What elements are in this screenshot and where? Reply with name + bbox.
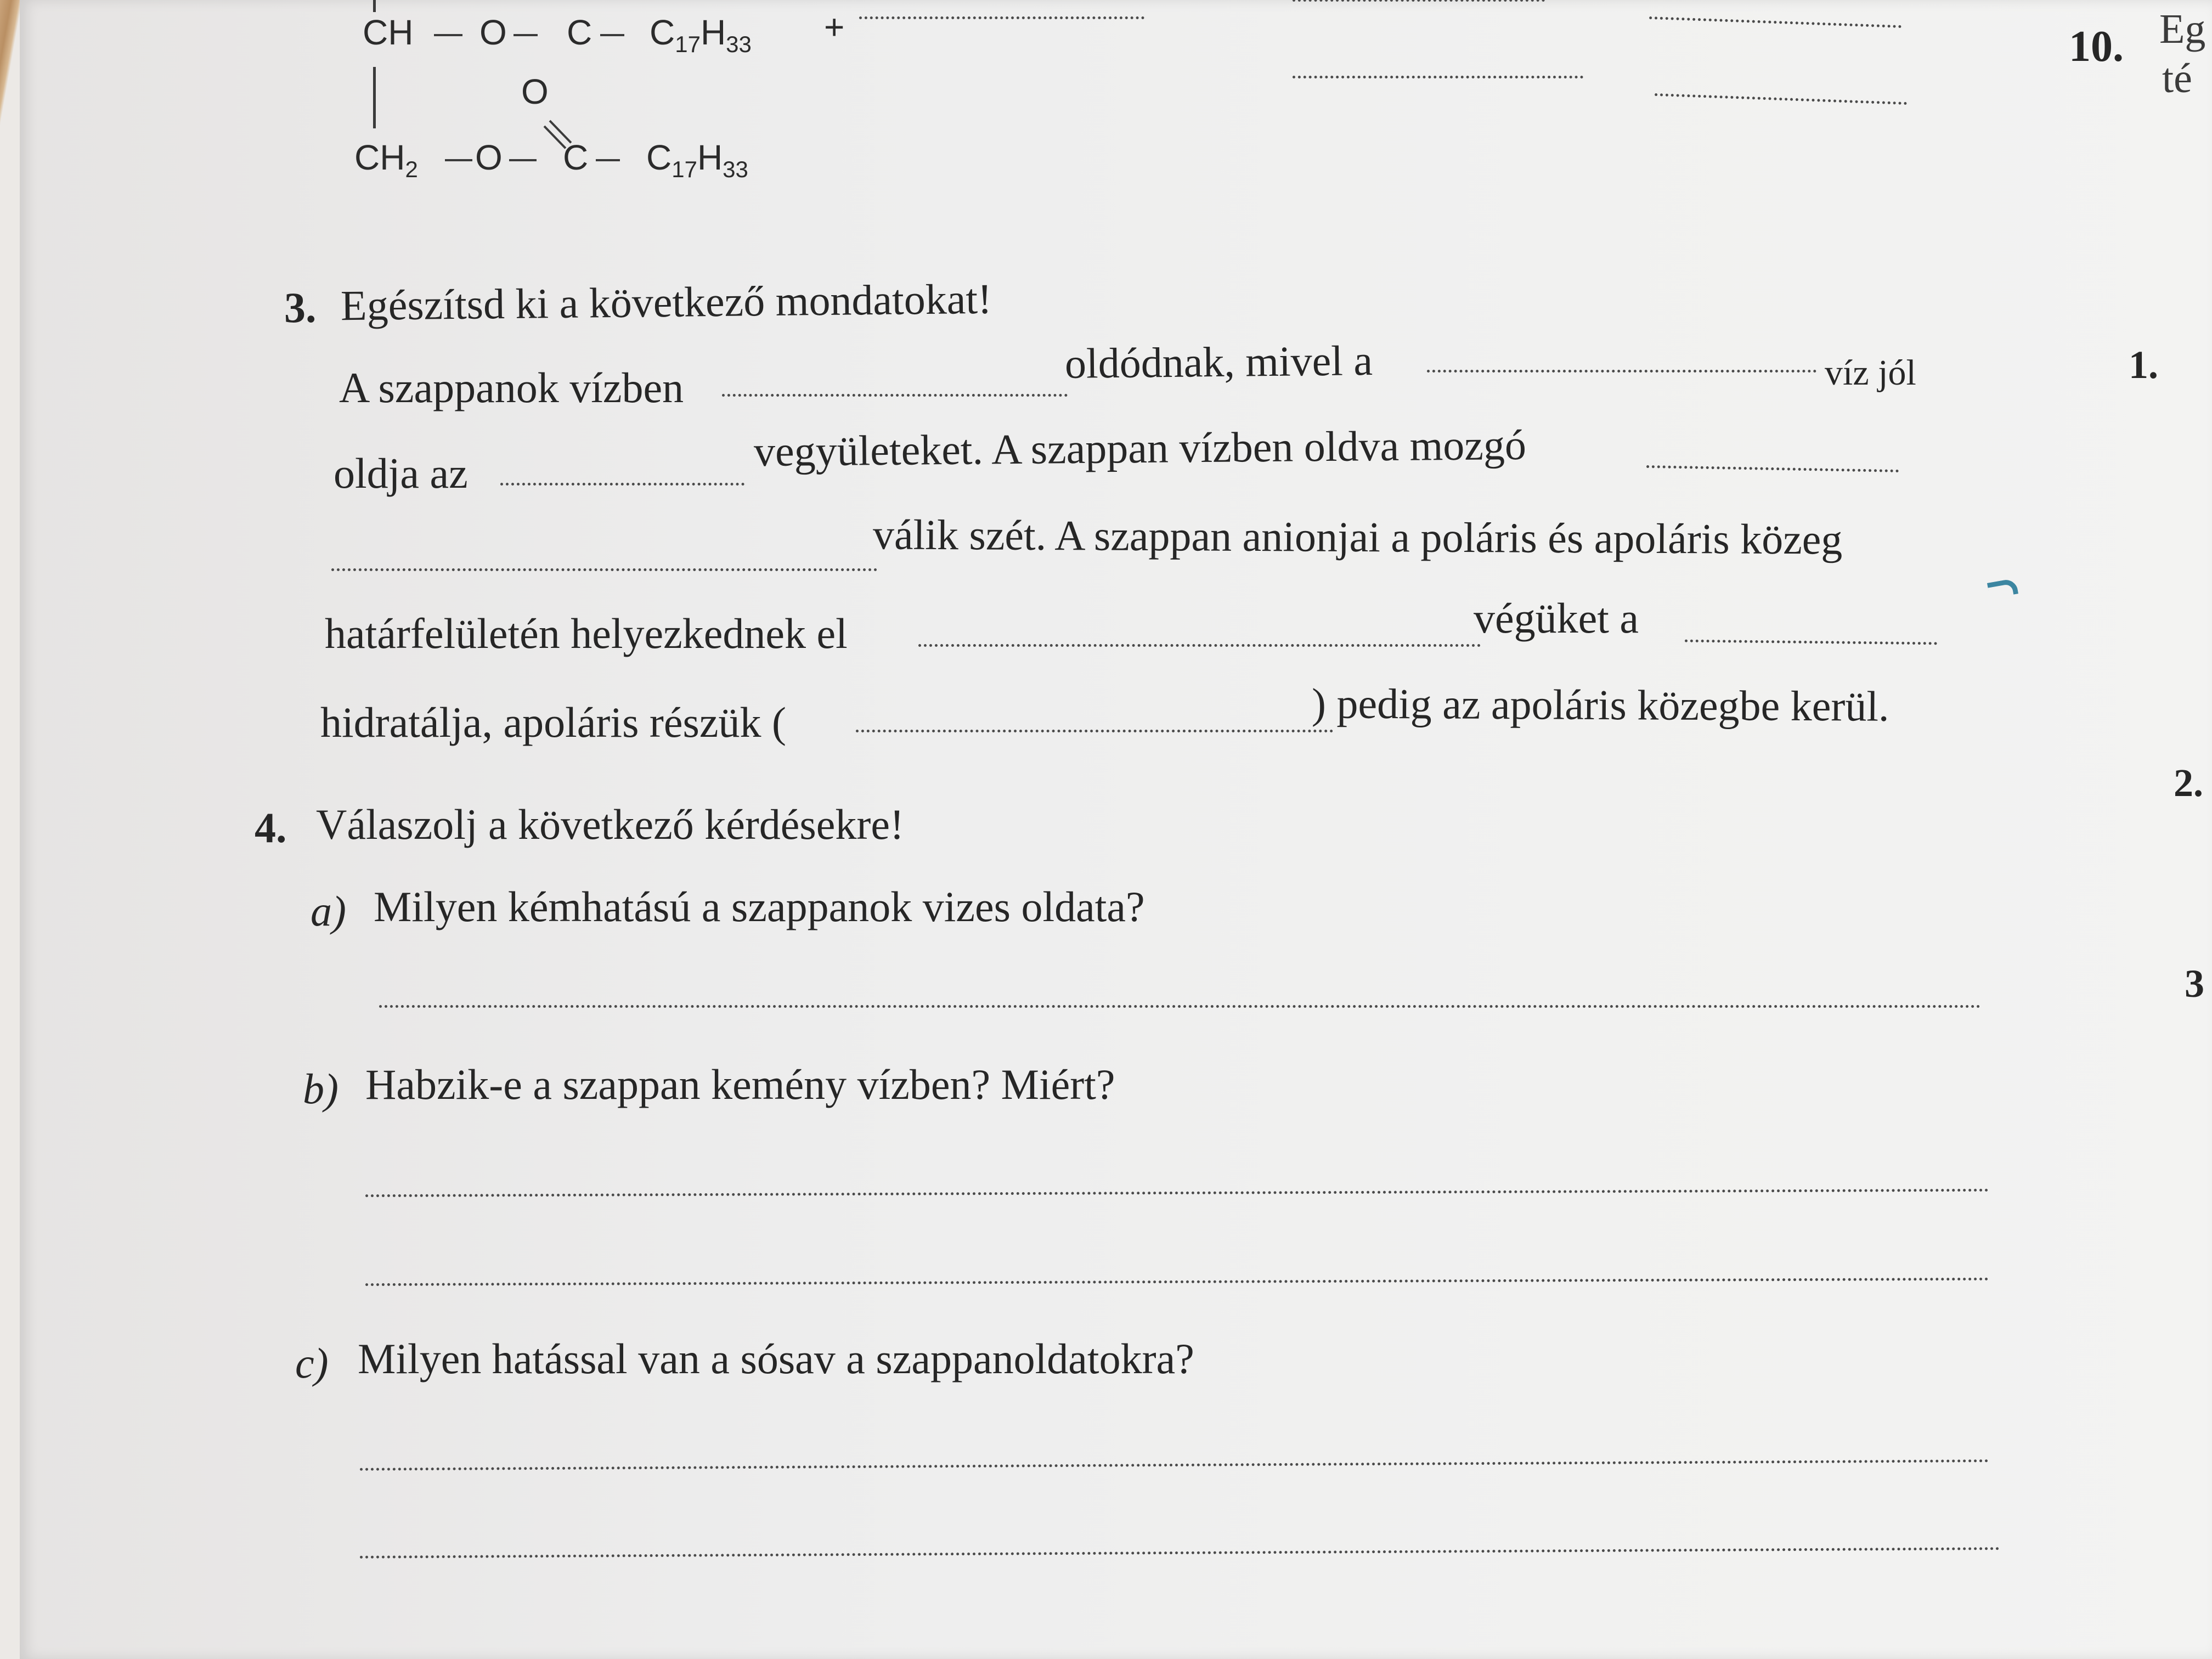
sentence-text: ) pedig az apoláris közegbe kerül. <box>1311 679 1889 730</box>
margin-text-fragment: Eg <box>2159 6 2206 52</box>
question-text: Milyen kémhatású a szappanok vizes oldata? <box>374 883 1145 930</box>
fill-in-blank[interactable] <box>1646 465 1899 472</box>
formula-oxygen: O <box>475 138 503 177</box>
sentence-text: víz jól <box>1825 353 1916 393</box>
answer-line[interactable] <box>360 1547 2000 1559</box>
answer-blank[interactable] <box>1649 16 1901 28</box>
bond-line <box>445 159 472 161</box>
fill-in-blank[interactable] <box>1685 640 1937 645</box>
bond-line <box>509 159 537 161</box>
fill-in-blank[interactable] <box>722 394 1068 397</box>
sentence-text: határfelületén helyezkednek el <box>325 610 848 657</box>
formula-plus: + <box>824 7 845 47</box>
formula-acyl-group: $C_{17}H_{33}$ <box>650 13 752 57</box>
pen-mark <box>1987 578 2018 599</box>
formula-oxygen: O <box>479 13 507 52</box>
sentence-text: vegyületeket. A szappan vízben oldva mozgó <box>753 420 1527 476</box>
workbook-page <box>20 0 2212 1659</box>
formula-ch2: $CH_2$ <box>354 138 418 182</box>
formula-carbon: C <box>563 138 589 177</box>
answer-line[interactable] <box>379 1005 1981 1008</box>
bond-line <box>596 159 620 161</box>
sentence-text: hidratálja, apoláris részük ( <box>320 698 786 746</box>
task-title: Egészítsd ki a következő mondatokat! <box>340 274 992 330</box>
formula-carbonyl-oxygen: O <box>521 72 549 111</box>
answer-line[interactable] <box>365 1189 1989 1197</box>
bond-vertical <box>373 67 376 128</box>
question-text: Habzik-e a szappan kemény vízben? Miért? <box>365 1060 1115 1108</box>
margin-text-fragment: té <box>2162 55 2192 101</box>
task-number: 3. <box>284 284 317 331</box>
formula-carbon: C <box>567 13 592 52</box>
margin-task-number: 2. <box>2174 761 2203 805</box>
bond-line <box>434 34 462 36</box>
bond-vertical-top <box>373 0 376 12</box>
answer-blank[interactable] <box>859 16 1144 19</box>
bond-line <box>600 34 624 36</box>
fill-in-blank[interactable] <box>1427 370 1816 373</box>
formula-acyl-group: $C_{17}H_{33}$ <box>646 138 748 182</box>
answer-line[interactable] <box>365 1278 1989 1286</box>
formula-ch: CH <box>363 13 414 52</box>
answer-blank[interactable] <box>1293 0 1545 2</box>
sentence-text: válik szét. A szappan anionjai a poláris és apoláris közeg <box>872 510 1843 563</box>
sentence-text: végüket a <box>1474 594 1639 642</box>
question-letter: b) <box>303 1065 338 1113</box>
fill-in-blank[interactable] <box>918 644 1481 647</box>
margin-task-number: 3 <box>2185 962 2204 1006</box>
answer-blank[interactable] <box>1293 76 1583 78</box>
bond-line <box>514 34 538 36</box>
question-text: Milyen hatással van a sósav a szappanoldatokra? <box>358 1335 1194 1383</box>
answer-line[interactable] <box>360 1459 1989 1471</box>
fill-in-blank[interactable] <box>500 483 744 486</box>
sentence-text: A szappanok vízben <box>339 364 684 411</box>
question-letter: a) <box>311 887 346 935</box>
question-letter: c) <box>295 1339 329 1387</box>
margin-task-number: 10. <box>2069 22 2124 71</box>
fill-in-blank[interactable] <box>856 730 1333 732</box>
answer-blank[interactable] <box>1655 93 1907 105</box>
fill-in-blank[interactable] <box>331 568 877 571</box>
sentence-text: oldódnak, mivel a <box>1064 336 1373 387</box>
margin-task-number: 1. <box>2129 343 2158 387</box>
task-number: 4. <box>255 804 287 851</box>
task-title: Válaszolj a következő kérdésekre! <box>316 800 904 848</box>
sentence-text: oldja az <box>334 449 468 497</box>
